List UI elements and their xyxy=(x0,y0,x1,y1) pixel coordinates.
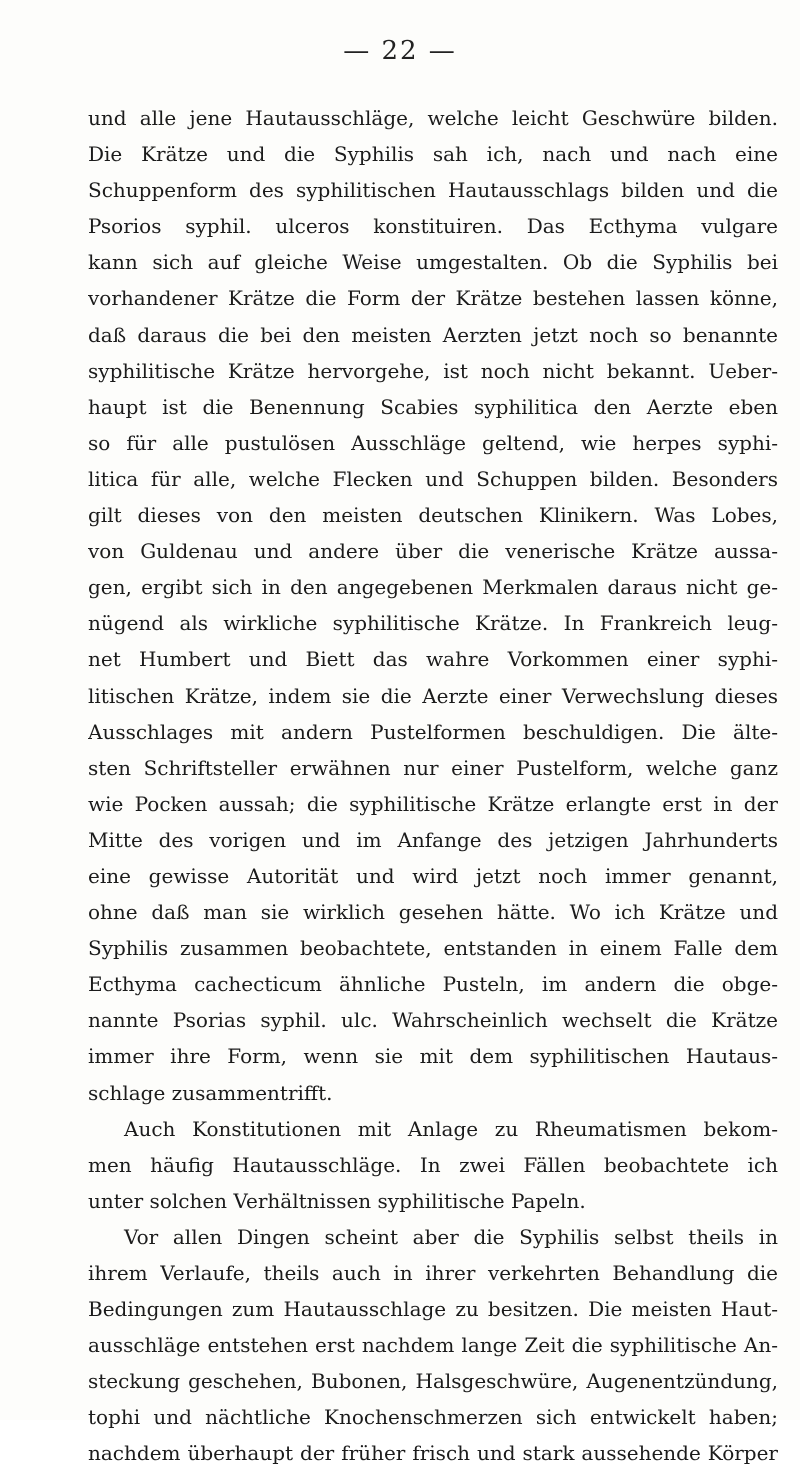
text-line: syphilitische Krätze hervorgehe, ist noch nicht bekannt. Ueber- xyxy=(88,358,778,383)
text-line: men häufig Hautausschläge. In zwei Fällen beobachtete ich xyxy=(88,1152,778,1177)
text-line: gilt dieses von den meisten deutschen Klinikern. Was Lobes, xyxy=(88,503,778,528)
text-line: vorhandener Krätze die Form der Krätze bestehen lassen könne, xyxy=(88,286,778,311)
text-line: sten Schriftsteller erwähnen nur einer Pustelform, welche ganz xyxy=(88,755,778,780)
text-line: litischen Krätze, indem sie die Aerzte einer Verwechslung dieses xyxy=(88,683,778,708)
text-line: unter solchen Verhältnissen syphilitische Papeln. xyxy=(88,1188,586,1213)
text-line: Schuppenform des syphilitischen Hautausschlags bilden und die xyxy=(88,178,778,203)
body-text xyxy=(88,100,778,1472)
text-line: Die Krätze und die Syphilis sah ich, nach und nach eine xyxy=(88,142,778,167)
text-line: daß daraus die bei den meisten Aerzten jetzt noch so benannte xyxy=(88,322,778,347)
text-line: eine gewisse Autorität und wird jetzt noch immer genannt, xyxy=(88,863,778,888)
text-line: ausschläge entstehen erst nachdem lange Zeit die syphilitische An- xyxy=(88,1333,778,1358)
text-line: Mitte des vorigen und im Anfange des jetzigen Jahrhunderts xyxy=(88,827,778,852)
text-line: litica für alle, welche Flecken und Schuppen bilden. Besonders xyxy=(88,466,778,491)
text-line: so für alle pustulösen Ausschläge geltend, wie herpes syphi- xyxy=(88,430,778,455)
text-line: schlage zusammentrifft. xyxy=(88,1080,333,1105)
text-line: Auch Konstitutionen mit Anlage zu Rheumatismen bekom- xyxy=(124,1116,778,1141)
text-line: Ecthyma cachecticum ähnliche Pusteln, im andern die obge- xyxy=(88,972,778,997)
text-line: nannte Psorias syphil. ulc. Wahrscheinlich wechselt die Krätze xyxy=(88,1008,778,1033)
text-line: net Humbert und Biett das wahre Vorkommen einer syphi- xyxy=(88,647,778,672)
text-line: Bedingungen zum Hautausschlage zu besitzen. Die meisten Haut- xyxy=(88,1297,778,1322)
text-line: gen, ergibt sich in den angegebenen Merkmalen daraus nicht ge- xyxy=(88,575,778,600)
text-line: nachdem überhaupt der früher frisch und stark aussehende Körper xyxy=(88,1441,778,1466)
text-line: kann sich auf gleiche Weise umgestalten. Ob die Syphilis bei xyxy=(88,250,778,275)
text-line: Ausschlages mit andern Pustelformen beschuldigen. Die älte- xyxy=(88,719,778,744)
text-line: tophi und nächtliche Knochenschmerzen sich entwickelt haben; xyxy=(88,1405,778,1430)
text-line: von Guldenau und andere über die venerische Krätze aussa- xyxy=(88,539,778,564)
page-number: — 22 — xyxy=(343,36,457,66)
text-line: steckung geschehen, Bubonen, Halsgeschwüre, Augenentzündung, xyxy=(88,1369,778,1394)
text-line: ohne daß man sie wirklich gesehen hätte. Wo ich Krätze und xyxy=(88,900,778,925)
text-line: Vor allen Dingen scheint aber die Syphilis selbst theils in xyxy=(124,1224,778,1249)
text-line: wie Pocken aussah; die syphilitische Krätze erlangte erst in der xyxy=(88,791,778,816)
text-line: haupt ist die Benennung Scabies syphilitica den Aerzte eben xyxy=(88,394,778,419)
text-line: immer ihre Form, wenn sie mit dem syphilitischen Hautaus- xyxy=(88,1044,778,1069)
text-line: Psorios syphil. ulceros konstituiren. Das Ecthyma vulgare xyxy=(88,214,778,239)
text-line: Syphilis zusammen beobachtete, entstanden in einem Falle dem xyxy=(88,936,778,961)
text-line: ihrem Verlaufe, theils auch in ihrer verkehrten Behandlung die xyxy=(88,1261,778,1285)
text-line: nügend als wirkliche syphilitische Krätze. In Frankreich leug- xyxy=(88,611,778,636)
text-line: und alle jene Hautausschläge, welche leicht Geschwüre bilden. xyxy=(88,106,778,130)
